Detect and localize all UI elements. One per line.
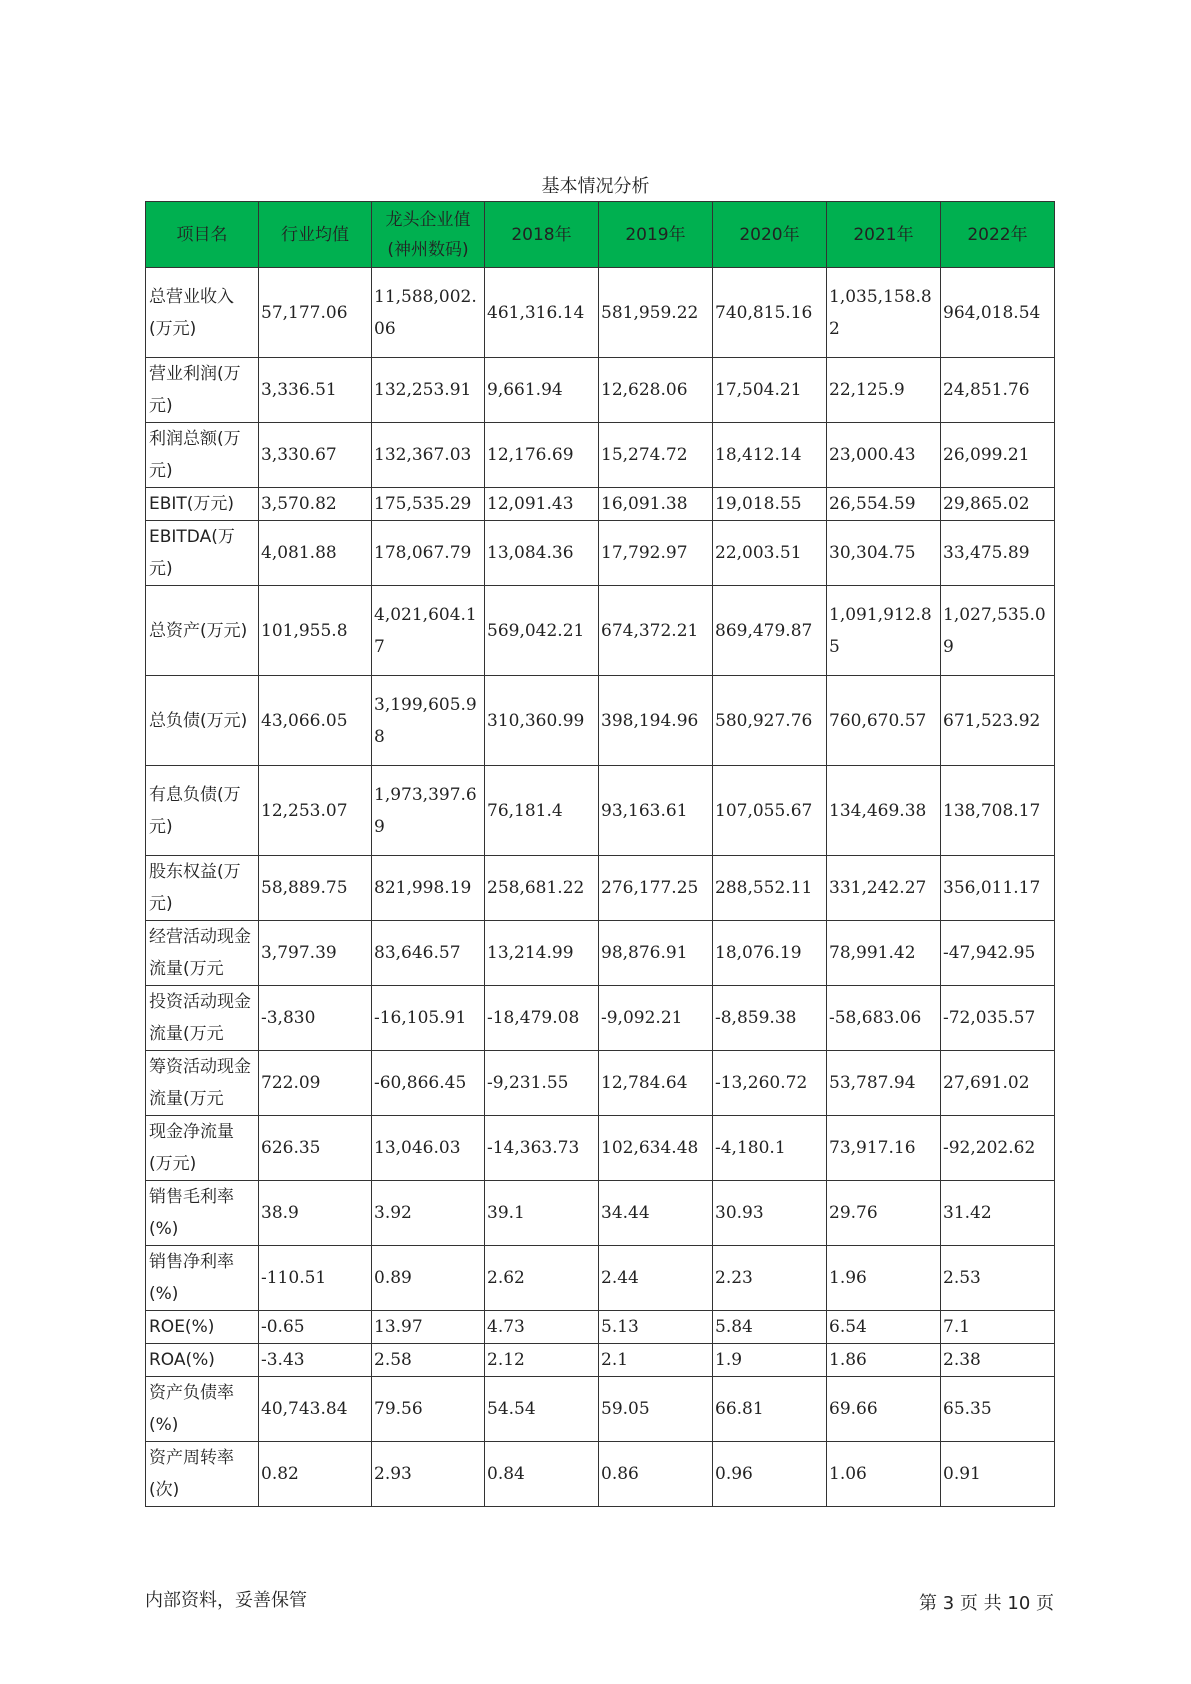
table-cell: 132,367.03 [372, 423, 485, 488]
table-cell: 175,535.29 [372, 488, 485, 521]
table-cell: 276,177.25 [599, 856, 713, 921]
header-cell: 2021年 [827, 202, 941, 268]
table-cell: 65.35 [941, 1377, 1055, 1442]
table-cell: 1,027,535.09 [941, 586, 1055, 676]
row-label: ROE(%) [146, 1311, 259, 1344]
table-cell: 3,336.51 [259, 358, 372, 423]
table-cell: 30.93 [713, 1181, 827, 1246]
table-cell: 9,661.94 [485, 358, 599, 423]
table-cell: 98,876.91 [599, 921, 713, 986]
table-cell: -13,260.72 [713, 1051, 827, 1116]
table-cell: 138,708.17 [941, 766, 1055, 856]
table-cell: 39.1 [485, 1181, 599, 1246]
table-cell: 3,199,605.98 [372, 676, 485, 766]
table-cell: 3,797.39 [259, 921, 372, 986]
table-cell: 58,889.75 [259, 856, 372, 921]
table-cell: -9,092.21 [599, 986, 713, 1051]
table-cell: 356,011.17 [941, 856, 1055, 921]
table-cell: 19,018.55 [713, 488, 827, 521]
table-cell: 461,316.14 [485, 268, 599, 358]
row-label: 筹资活动现金流量(万元 [146, 1051, 259, 1116]
table-cell: 5.84 [713, 1311, 827, 1344]
table-cell: 31.42 [941, 1181, 1055, 1246]
table-row [146, 1116, 1055, 1181]
row-label: 现金净流量(万元) [146, 1116, 259, 1181]
table-cell: 2.38 [941, 1344, 1055, 1377]
table-cell: 73,917.16 [827, 1116, 941, 1181]
table-cell: 13,214.99 [485, 921, 599, 986]
table-cell: 0.96 [713, 1442, 827, 1507]
table-row [146, 676, 1055, 766]
table-row [146, 521, 1055, 586]
table-cell: 54.54 [485, 1377, 599, 1442]
table-cell: 0.86 [599, 1442, 713, 1507]
table-cell: 869,479.87 [713, 586, 827, 676]
table-cell: 4,021,604.17 [372, 586, 485, 676]
table-cell: 59.05 [599, 1377, 713, 1442]
table-cell: 134,469.38 [827, 766, 941, 856]
table-cell: 0.91 [941, 1442, 1055, 1507]
table-cell: 132,253.91 [372, 358, 485, 423]
table-cell: 2.93 [372, 1442, 485, 1507]
table-cell: 0.89 [372, 1246, 485, 1311]
table-cell: 12,253.07 [259, 766, 372, 856]
row-label: 股东权益(万元) [146, 856, 259, 921]
table-cell: 1,091,912.85 [827, 586, 941, 676]
table-cell: 310,360.99 [485, 676, 599, 766]
table-cell: -16,105.91 [372, 986, 485, 1051]
table-row [146, 1311, 1055, 1344]
table-row [146, 1051, 1055, 1116]
row-label: EBITDA(万元) [146, 521, 259, 586]
table-cell: 1.86 [827, 1344, 941, 1377]
row-label: 经营活动现金流量(万元 [146, 921, 259, 986]
table-cell: 2.58 [372, 1344, 485, 1377]
table-cell: -60,866.45 [372, 1051, 485, 1116]
table-row [146, 268, 1055, 358]
table-cell: 4.73 [485, 1311, 599, 1344]
table-cell: 2.53 [941, 1246, 1055, 1311]
table-cell: 12,784.64 [599, 1051, 713, 1116]
table-cell: 569,042.21 [485, 586, 599, 676]
table-cell: 26,554.59 [827, 488, 941, 521]
row-label: 总营业收入(万元) [146, 268, 259, 358]
table-cell: 78,991.42 [827, 921, 941, 986]
row-label: EBIT(万元) [146, 488, 259, 521]
table-row [146, 766, 1055, 856]
table-cell: 7.1 [941, 1311, 1055, 1344]
table-cell: 53,787.94 [827, 1051, 941, 1116]
table-header-row [146, 202, 1055, 268]
table-row [146, 1181, 1055, 1246]
header-cell: 龙头企业值(神州数码) [372, 202, 485, 268]
table-cell: 33,475.89 [941, 521, 1055, 586]
table-cell: 821,998.19 [372, 856, 485, 921]
table-cell: 258,681.22 [485, 856, 599, 921]
table-cell: 722.09 [259, 1051, 372, 1116]
table-cell: 2.62 [485, 1246, 599, 1311]
header-cell: 2019年 [599, 202, 713, 268]
table-cell: 0.84 [485, 1442, 599, 1507]
financial-table [145, 201, 1055, 1507]
table-row [146, 586, 1055, 676]
table-cell: -8,859.38 [713, 986, 827, 1051]
table-cell: 398,194.96 [599, 676, 713, 766]
header-cell: 2020年 [713, 202, 827, 268]
table-cell: -72,035.57 [941, 986, 1055, 1051]
table-cell: 79.56 [372, 1377, 485, 1442]
table-cell: -4,180.1 [713, 1116, 827, 1181]
table-cell: 17,504.21 [713, 358, 827, 423]
table-cell: 34.44 [599, 1181, 713, 1246]
table-cell: 4,081.88 [259, 521, 372, 586]
table-cell: 102,634.48 [599, 1116, 713, 1181]
table-cell: -14,363.73 [485, 1116, 599, 1181]
table-cell: 12,176.69 [485, 423, 599, 488]
table-cell: 18,412.14 [713, 423, 827, 488]
row-label: 资产周转率(次) [146, 1442, 259, 1507]
table-cell: 93,163.61 [599, 766, 713, 856]
table-cell: 2.44 [599, 1246, 713, 1311]
row-label: ROA(%) [146, 1344, 259, 1377]
footer-confidential-note: 内部资料，妥善保管 [145, 1590, 307, 1611]
table-cell: 331,242.27 [827, 856, 941, 921]
row-label: 投资活动现金流量(万元 [146, 986, 259, 1051]
row-label: 营业利润(万元) [146, 358, 259, 423]
header-cell: 2022年 [941, 202, 1055, 268]
header-cell: 行业均值 [259, 202, 372, 268]
table-cell: 288,552.11 [713, 856, 827, 921]
row-label: 总资产(万元) [146, 586, 259, 676]
table-cell: 671,523.92 [941, 676, 1055, 766]
header-cell: 2018年 [485, 202, 599, 268]
table-cell: 2.1 [599, 1344, 713, 1377]
table-cell: 1.9 [713, 1344, 827, 1377]
table-cell: 22,003.51 [713, 521, 827, 586]
table-cell: 101,955.8 [259, 586, 372, 676]
table-cell: 760,670.57 [827, 676, 941, 766]
table-row [146, 423, 1055, 488]
table-row [146, 1442, 1055, 1507]
table-caption: 基本情况分析 [541, 176, 650, 197]
row-label: 有息负债(万元) [146, 766, 259, 856]
table-cell: 6.54 [827, 1311, 941, 1344]
table-cell: 3.92 [372, 1181, 485, 1246]
table-cell: 22,125.9 [827, 358, 941, 423]
table-cell: 15,274.72 [599, 423, 713, 488]
row-label: 利润总额(万元) [146, 423, 259, 488]
table-cell: -0.65 [259, 1311, 372, 1344]
table-row [146, 921, 1055, 986]
table-cell: 580,927.76 [713, 676, 827, 766]
row-label: 资产负债率(%) [146, 1377, 259, 1442]
table-cell: 29.76 [827, 1181, 941, 1246]
table-cell: 3,330.67 [259, 423, 372, 488]
table-row [146, 986, 1055, 1051]
table-cell: 27,691.02 [941, 1051, 1055, 1116]
footer-page-number: 第 3 页 共 10 页 [919, 1593, 1054, 1614]
table-cell: 740,815.16 [713, 268, 827, 358]
table-cell: 964,018.54 [941, 268, 1055, 358]
table-row [146, 1344, 1055, 1377]
table-cell: 1.06 [827, 1442, 941, 1507]
table-row [146, 358, 1055, 423]
table-cell: 13,046.03 [372, 1116, 485, 1181]
table-cell: -58,683.06 [827, 986, 941, 1051]
table-cell: 18,076.19 [713, 921, 827, 986]
table-cell: -47,942.95 [941, 921, 1055, 986]
table-cell: 626.35 [259, 1116, 372, 1181]
table-cell: 0.82 [259, 1442, 372, 1507]
table-cell: 76,181.4 [485, 766, 599, 856]
table-cell: 1,973,397.69 [372, 766, 485, 856]
table-cell: 38.9 [259, 1181, 372, 1246]
table-cell: 13.97 [372, 1311, 485, 1344]
table-row [146, 488, 1055, 521]
table-cell: 107,055.67 [713, 766, 827, 856]
table-cell: 69.66 [827, 1377, 941, 1442]
table-cell: 40,743.84 [259, 1377, 372, 1442]
table-cell: -3,830 [259, 986, 372, 1051]
table-cell: 3,570.82 [259, 488, 372, 521]
table-cell: 2.12 [485, 1344, 599, 1377]
table-cell: 57,177.06 [259, 268, 372, 358]
table-cell: 12,628.06 [599, 358, 713, 423]
table-cell: 24,851.76 [941, 358, 1055, 423]
table-cell: 16,091.38 [599, 488, 713, 521]
table-cell: 5.13 [599, 1311, 713, 1344]
table-cell: 43,066.05 [259, 676, 372, 766]
table-cell: 17,792.97 [599, 521, 713, 586]
table-cell: -92,202.62 [941, 1116, 1055, 1181]
table-cell: 83,646.57 [372, 921, 485, 986]
table-row [146, 856, 1055, 921]
table-row [146, 1377, 1055, 1442]
table-cell: -9,231.55 [485, 1051, 599, 1116]
table-cell: 1.96 [827, 1246, 941, 1311]
header-cell: 项目名 [146, 202, 259, 268]
table-cell: 13,084.36 [485, 521, 599, 586]
table-cell: 29,865.02 [941, 488, 1055, 521]
row-label: 销售毛利率(%) [146, 1181, 259, 1246]
table-cell: -3.43 [259, 1344, 372, 1377]
table-cell: 26,099.21 [941, 423, 1055, 488]
table-cell: 11,588,002.06 [372, 268, 485, 358]
table-cell: 66.81 [713, 1377, 827, 1442]
table-cell: 674,372.21 [599, 586, 713, 676]
row-label: 总负债(万元) [146, 676, 259, 766]
table-cell: 1,035,158.82 [827, 268, 941, 358]
table-cell: 12,091.43 [485, 488, 599, 521]
table-cell: 30,304.75 [827, 521, 941, 586]
table-cell: 23,000.43 [827, 423, 941, 488]
table-cell: 581,959.22 [599, 268, 713, 358]
table-cell: -110.51 [259, 1246, 372, 1311]
table-cell: -18,479.08 [485, 986, 599, 1051]
row-label: 销售净利率(%) [146, 1246, 259, 1311]
table-cell: 2.23 [713, 1246, 827, 1311]
table-cell: 178,067.79 [372, 521, 485, 586]
table-row [146, 1246, 1055, 1311]
